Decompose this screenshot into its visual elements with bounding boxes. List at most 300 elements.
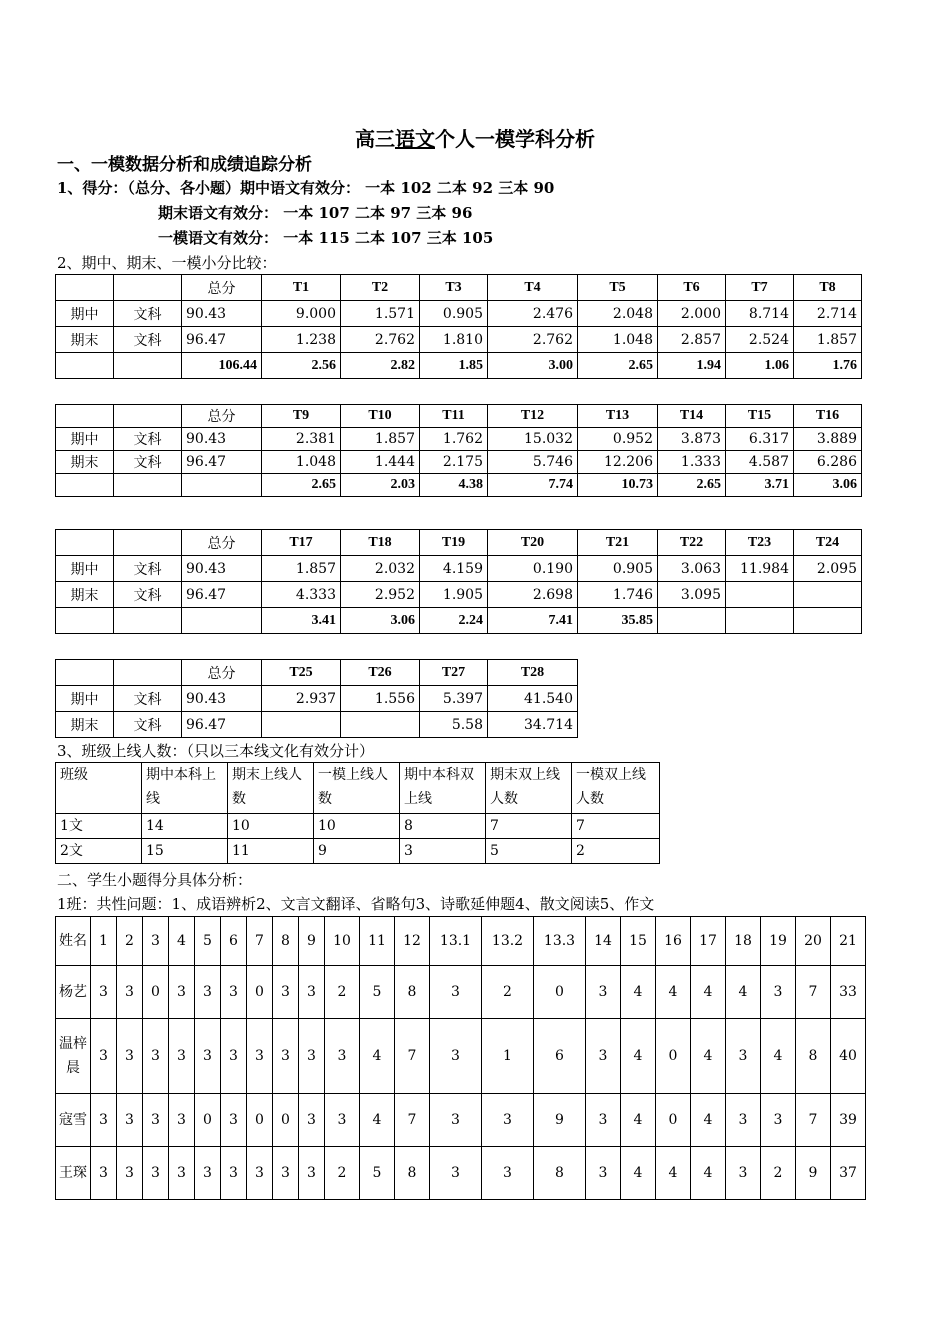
score-header-cell: T10 [341,405,420,428]
student-score: 4 [726,966,761,1019]
score-cell [56,608,114,634]
student-score: 3 [761,966,796,1019]
student-score: 3 [430,1019,482,1094]
student-score: 3 [273,1147,299,1200]
student-score: 1 [482,1019,534,1094]
student-score: 3 [221,1019,247,1094]
lines-cell: 1文 [56,814,142,839]
student-score: 4 [691,966,726,1019]
score-cell: 3.095 [658,582,726,608]
student-score: 7 [796,966,831,1019]
student-score: 2 [325,966,360,1019]
score-header-cell: T26 [341,660,420,686]
student-row [56,1147,866,1200]
student-name: 王琛 [56,1147,91,1200]
student-score: 3 [169,1147,195,1200]
student-score: 2 [482,966,534,1019]
score-line-1: 1、得分：（总分、各小题）期中语文有效分： 一本 102 二本 92 三本 90 [57,179,555,197]
score-cell: 15.032 [488,428,578,451]
student-score: 3 [169,1094,195,1147]
score-cell: 90.43 [182,686,262,712]
student-score: 33 [831,966,866,1019]
student-score: 7 [796,1094,831,1147]
student-score: 39 [831,1094,866,1147]
score-cell: 2.714 [794,301,862,327]
score-cell: 2.762 [488,327,578,353]
title-subject: 语文 [395,127,435,151]
score-header-cell: 总分 [182,405,262,428]
score-cell: 2.175 [420,451,488,474]
score-cell: 1.048 [262,451,341,474]
lines-cell: 7 [572,814,660,839]
score-cell: 106.44 [182,353,262,379]
score-header-cell: T18 [341,530,420,556]
student-header-cell: 3 [143,917,169,966]
student-score: 0 [195,1094,221,1147]
student-row [56,1019,866,1094]
score-cell: 4.333 [262,582,341,608]
student-score: 3 [726,1147,761,1200]
score-header-cell: T20 [488,530,578,556]
lines-cell: 2 [572,839,660,864]
student-score: 2 [761,1147,796,1200]
score-cell: 1.76 [794,353,862,379]
score-cell: 文科 [114,451,182,474]
score-header-cell: T27 [420,660,488,686]
score-cell: 1.94 [658,353,726,379]
section2-heading: 二、学生小题得分具体分析： [57,871,253,889]
score-header-cell: T25 [262,660,341,686]
student-score: 40 [831,1019,866,1094]
score-cell: 4.38 [420,474,488,497]
lines-header-cell: 期中本科双上线 [400,763,486,814]
student-score: 3 [586,1094,621,1147]
student-score: 4 [621,1147,656,1200]
score-cell: 0.190 [488,556,578,582]
score-cell: 1.857 [341,428,420,451]
student-score: 3 [273,1019,299,1094]
score-table-4 [55,659,578,738]
page-title [0,123,950,152]
score-header-cell: T9 [262,405,341,428]
score-cell: 文科 [114,327,182,353]
score-cell: 2.65 [658,474,726,497]
score-header-cell [56,530,114,556]
lines-header-cell: 一模双上线人数 [572,763,660,814]
score-row [56,556,862,582]
score-cell: 11.984 [726,556,794,582]
score-cell: 6.317 [726,428,794,451]
student-row [56,1094,866,1147]
score-header-cell [114,660,182,686]
student-header-cell: 2 [117,917,143,966]
student-score: 0 [143,966,169,1019]
score-cell: 1.06 [726,353,794,379]
student-score: 3 [299,1094,325,1147]
score-table-2 [55,404,862,497]
score-cell: 2.048 [578,301,658,327]
score-header-cell: T8 [794,275,862,301]
score-row [56,608,862,634]
score-cell: 3.889 [794,428,862,451]
score-cell: 期末 [56,582,114,608]
student-score: 4 [691,1094,726,1147]
lines-row [56,839,660,864]
score-row [56,428,862,451]
score-header-cell: T6 [658,275,726,301]
score-cell [726,608,794,634]
score-cell: 3.063 [658,556,726,582]
student-header-cell: 16 [656,917,691,966]
lines-header-cell: 期末双上线人数 [486,763,572,814]
student-score: 7 [395,1019,430,1094]
score-cell: 2.82 [341,353,420,379]
score-cell: 1.810 [420,327,488,353]
score-cell: 2.000 [658,301,726,327]
student-score: 4 [621,1019,656,1094]
score-cell: 期中 [56,686,114,712]
student-score: 3 [195,1019,221,1094]
score-cell: 7.74 [488,474,578,497]
score-cell: 9.000 [262,301,341,327]
score-header-cell: T23 [726,530,794,556]
score-cell: 1.048 [578,327,658,353]
student-score: 8 [796,1019,831,1094]
score-header-row [56,405,862,428]
student-score: 4 [656,966,691,1019]
score-cell: 2.698 [488,582,578,608]
score-header-cell: T5 [578,275,658,301]
student-score: 3 [482,1147,534,1200]
score-cell: 文科 [114,686,182,712]
score-row [56,301,862,327]
lines-cell: 10 [314,814,400,839]
score-cell: 1.857 [262,556,341,582]
student-score: 4 [360,1019,395,1094]
student-score: 3 [586,1147,621,1200]
student-score: 3 [247,1019,273,1094]
student-score: 4 [691,1019,726,1094]
score-cell: 期中 [56,301,114,327]
score-line-2: 期末语文有效分： 一本 107 二本 97 三本 96 [158,204,473,222]
student-score: 3 [221,1094,247,1147]
score-cell: 3.00 [488,353,578,379]
student-score: 4 [621,966,656,1019]
score-cell [182,474,262,497]
student-score: 3 [143,1019,169,1094]
score-cell: 1.857 [794,327,862,353]
student-score: 3 [247,1147,273,1200]
student-score: 3 [117,1019,143,1094]
score-header-cell: T13 [578,405,658,428]
lines-cell: 7 [486,814,572,839]
student-score: 3 [117,966,143,1019]
student-score: 0 [273,1094,299,1147]
score-cell: 1.238 [262,327,341,353]
lines-header-cell: 班级 [56,763,142,814]
student-score: 3 [299,1019,325,1094]
title-grade: 高三 [355,127,395,151]
student-score: 9 [534,1094,586,1147]
score-cell [56,474,114,497]
score-cell: 8.714 [726,301,794,327]
compare-label: 2、期中、期末、一模小分比较： [57,254,277,272]
student-header-cell: 12 [395,917,430,966]
student-score: 3 [117,1147,143,1200]
score-cell: 90.43 [182,301,262,327]
score-row [56,582,862,608]
score-cell: 96.47 [182,712,262,738]
student-header-cell: 17 [691,917,726,966]
score-cell [114,608,182,634]
student-score: 3 [325,1094,360,1147]
student-score: 3 [273,966,299,1019]
score-cell: 1.444 [341,451,420,474]
score-cell [182,608,262,634]
student-header-cell: 5 [195,917,221,966]
student-header-cell: 9 [299,917,325,966]
score-cell: 1.762 [420,428,488,451]
score-cell: 5.58 [420,712,488,738]
lines-label: 3、班级上线人数：（只以三本线文化有效分计） [57,742,375,760]
student-score: 3 [299,966,325,1019]
student-score: 4 [656,1147,691,1200]
student-score: 3 [586,966,621,1019]
student-score: 5 [360,1147,395,1200]
student-score: 4 [621,1094,656,1147]
score-cell: 1.571 [341,301,420,327]
score-cell: 96.47 [182,327,262,353]
score-header-cell: T4 [488,275,578,301]
student-score: 3 [143,1094,169,1147]
score-row [56,451,862,474]
student-score: 3 [195,966,221,1019]
student-score: 3 [221,1147,247,1200]
student-score: 3 [430,966,482,1019]
score-cell: 3.873 [658,428,726,451]
score-cell: 1.333 [658,451,726,474]
student-score: 3 [91,1147,117,1200]
student-score: 3 [91,1094,117,1147]
score-cell: 2.381 [262,428,341,451]
score-cell: 3.71 [726,474,794,497]
score-cell [794,608,862,634]
lines-header-cell: 期末上线人数 [228,763,314,814]
class1-note: 1班：共性问题：1、成语辨析2、文言文翻译、省略句3、诗歌延伸题4、散文阅读5、作文 [57,895,655,913]
score-cell [114,474,182,497]
score-row [56,686,578,712]
score-header-cell [114,405,182,428]
student-score: 0 [656,1094,691,1147]
score-header-cell: T12 [488,405,578,428]
student-score: 9 [796,1147,831,1200]
score-header-cell [56,275,114,301]
score-cell: 文科 [114,556,182,582]
student-header-row [56,917,866,966]
score-cell [114,353,182,379]
score-cell: 96.47 [182,582,262,608]
score-cell: 2.65 [262,474,341,497]
score-cell [726,582,794,608]
student-score: 3 [430,1147,482,1200]
score-header-cell: T21 [578,530,658,556]
score-cell: 1.746 [578,582,658,608]
student-score: 8 [395,966,430,1019]
score-header-cell [56,660,114,686]
score-header-cell: T24 [794,530,862,556]
score-cell: 2.762 [341,327,420,353]
score-table-3 [55,529,862,634]
score-cell: 35.85 [578,608,658,634]
score-cell: 期末 [56,327,114,353]
score-cell: 文科 [114,301,182,327]
score-row [56,353,862,379]
score-header-row [56,530,862,556]
score-line-3: 一模语文有效分： 一本 115 二本 107 三本 105 [158,229,494,247]
score-cell: 0.905 [420,301,488,327]
score-cell: 期末 [56,712,114,738]
student-score: 3 [195,1147,221,1200]
student-header-cell: 18 [726,917,761,966]
score-cell: 90.43 [182,428,262,451]
student-header-cell: 11 [360,917,395,966]
student-score: 3 [143,1147,169,1200]
student-score: 3 [325,1019,360,1094]
score-table-1 [55,274,862,379]
score-cell: 5.397 [420,686,488,712]
score-header-cell: T2 [341,275,420,301]
student-header-cell: 13.1 [430,917,482,966]
score-row [56,327,862,353]
score-cell: 2.952 [341,582,420,608]
score-header-cell: T11 [420,405,488,428]
score-header-cell: 总分 [182,530,262,556]
student-name: 寇雪 [56,1094,91,1147]
student-score: 7 [395,1094,430,1147]
score-cell: 96.47 [182,451,262,474]
score-cell: 3.06 [341,608,420,634]
score-cell: 1.905 [420,582,488,608]
lines-cell: 14 [142,814,228,839]
score-cell: 2.56 [262,353,341,379]
lines-cell: 5 [486,839,572,864]
score-header-cell: 总分 [182,275,262,301]
score-cell: 5.746 [488,451,578,474]
score-cell: 1.85 [420,353,488,379]
score-cell: 2.095 [794,556,862,582]
student-score: 37 [831,1147,866,1200]
score-cell: 2.032 [341,556,420,582]
student-header-cell: 19 [761,917,796,966]
student-score: 3 [299,1147,325,1200]
student-score: 3 [91,1019,117,1094]
score-cell: 期末 [56,451,114,474]
score-cell: 0.905 [578,556,658,582]
score-cell [658,608,726,634]
score-header-cell: T14 [658,405,726,428]
student-score: 4 [761,1019,796,1094]
score-row [56,712,578,738]
score-header-cell [56,405,114,428]
score-cell: 文科 [114,582,182,608]
student-score: 3 [761,1094,796,1147]
score-cell: 0.952 [578,428,658,451]
score-cell: 文科 [114,712,182,738]
student-score: 8 [395,1147,430,1200]
student-name: 温梓晨 [56,1019,91,1094]
student-header-cell: 7 [247,917,273,966]
student-header-cell: 6 [221,917,247,966]
score-row [56,474,862,497]
lines-table [55,762,660,864]
section1-heading: 一、一模数据分析和成绩追踪分析 [57,155,312,175]
score-header-cell: T22 [658,530,726,556]
student-header-cell: 8 [273,917,299,966]
score-cell: 6.286 [794,451,862,474]
score-header-cell: T16 [794,405,862,428]
student-score-table [55,916,866,1200]
student-score: 0 [247,1094,273,1147]
title-rest: 个人一模学科分析 [435,127,595,151]
student-score: 3 [117,1094,143,1147]
score-cell: 4.159 [420,556,488,582]
score-cell: 2.476 [488,301,578,327]
score-cell: 10.73 [578,474,658,497]
lines-cell: 9 [314,839,400,864]
student-score: 3 [482,1094,534,1147]
score-header-cell: T28 [488,660,578,686]
score-header-cell: T19 [420,530,488,556]
score-cell: 41.540 [488,686,578,712]
score-cell: 90.43 [182,556,262,582]
lines-cell: 10 [228,814,314,839]
lines-cell: 11 [228,839,314,864]
student-score: 8 [534,1147,586,1200]
student-score: 4 [360,1094,395,1147]
student-score: 2 [325,1147,360,1200]
student-score: 3 [221,966,247,1019]
student-header-cell: 1 [91,917,117,966]
score-header-cell [114,530,182,556]
score-header-cell: 总分 [182,660,262,686]
score-cell [56,353,114,379]
score-cell [794,582,862,608]
student-score: 5 [360,966,395,1019]
lines-cell: 8 [400,814,486,839]
lines-row [56,814,660,839]
lines-cell: 3 [400,839,486,864]
score-header-cell: T17 [262,530,341,556]
score-cell: 期中 [56,556,114,582]
score-header-cell [114,275,182,301]
score-header-cell: T1 [262,275,341,301]
score-cell [262,712,341,738]
student-score: 3 [726,1094,761,1147]
lines-cell: 15 [142,839,228,864]
score-cell: 2.65 [578,353,658,379]
student-score: 3 [586,1019,621,1094]
score-cell: 2.03 [341,474,420,497]
score-header-cell: T7 [726,275,794,301]
score-cell: 1.556 [341,686,420,712]
student-header-cell: 13.3 [534,917,586,966]
student-header-cell: 13.2 [482,917,534,966]
score-header-cell: T3 [420,275,488,301]
student-score: 0 [534,966,586,1019]
lines-header-row [56,763,660,814]
student-score: 4 [691,1147,726,1200]
score-cell: 期中 [56,428,114,451]
